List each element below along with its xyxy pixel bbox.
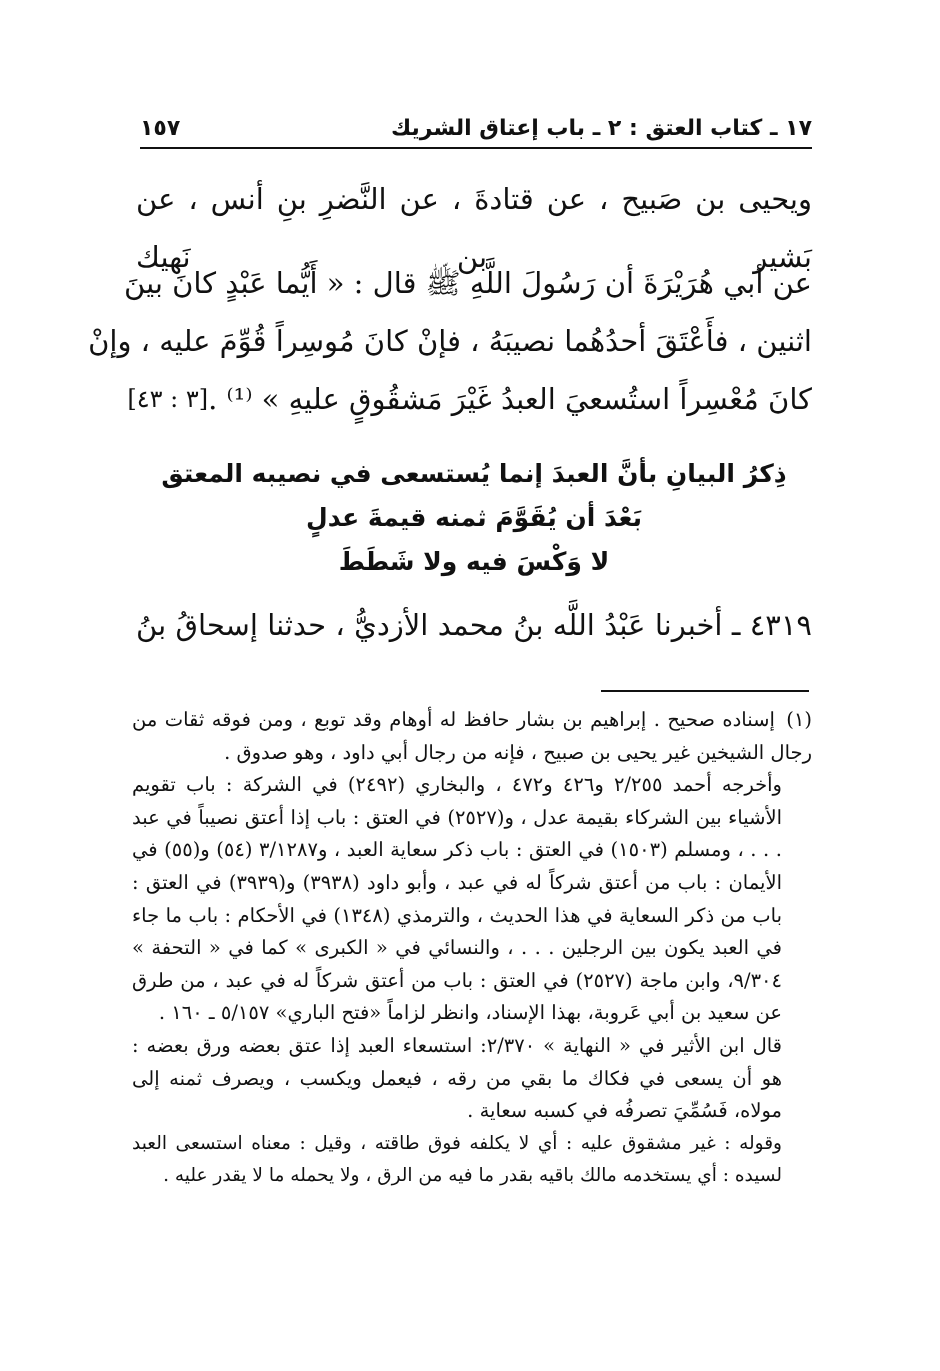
hadith-line	[127, 370, 812, 428]
heading-line: ذِكرُ البيانِ بأنَّ العبدَ إنما يُستسعى في نصيبه المعتق	[161, 459, 787, 488]
heading-line: بَعْدَ أن يُقَوَّمَ ثمنه قيمةَ عدلٍ	[306, 503, 642, 532]
footnote-text: إسناده صحيح . إبراهيم بن بشار حافظ له أوهام وقد توبع ، ومن فوقه ثقات من رجال الشيخين غير يحيى بن صبيح ، فإنه من رجال أبي داود ، وهو صدوق .	[132, 708, 812, 764]
hadith-4319-start: ٤٣١٩ ـ أخبرنا عَبْدُ اللَّه بنُ محمد الأزديُّ ، حدثنا إسحاقُ بنُ	[136, 608, 812, 642]
hadith-line: اثنين ، فأَعْتَقَ أحدُهُما نصيبَهُ ، فإنْ كانَ مُوسِراً قُوِّمَ عليه ، وإنْ	[88, 324, 812, 358]
chapter-title: ١٧ ـ كتاب العتق : ٢ ـ باب إعتاق الشريك	[391, 115, 812, 141]
running-header	[140, 108, 812, 148]
footnote-rule	[601, 690, 809, 692]
footnote-number: (١)	[786, 708, 812, 731]
footnote-paragraph: قال ابن الأثير في « النهاية » ٢/٣٧٠: استسعاء العبد إذا عتق بعضه ورق بعضه : هو أن يسعى في فكاك ما بقي من رقه ، فيعمل ويكسب ، ويصرف ثمنه إلى مولاه، فَسُمِّيَ تصرفُه في كسبه سعاية .	[132, 1033, 782, 1123]
isnad-line: ويحيى بن صَبيح ، عن قتادةَ ، عن النَّضرِ بنِ أنس ، عن بَشير بن نَهيك	[136, 182, 812, 274]
footnote-1	[132, 704, 812, 769]
hadith-reference: [٣ : ٤٣]	[127, 385, 209, 413]
footnotes	[132, 704, 812, 1193]
footnote-paragraph: وقوله : غير مشقوق عليه : أي لا يكلفه فوق طاقته ، وقيل : معناه استسعى العبد لسيده : أي يستخدمه مالك باقيه بقدر ما فيه من الرق ، ولا يحمله ما لا يقدر عليه .	[132, 1132, 782, 1187]
hadith-line: عن أبي هُرَيْرَةَ أن رَسُولَ اللَّهِ ﷺ قال : « أَيُّما عَبْدٍ كانَ بينَ	[124, 266, 812, 300]
heading-line: لا وَكْسَ فيه ولا شَطَطَ	[338, 547, 610, 576]
page-number: ١٥٧	[140, 115, 181, 141]
hadith-text	[88, 254, 812, 428]
section-heading	[136, 452, 812, 584]
hadith-line-text: كانَ مُعْسِراً استُسعيَ العبدُ غَيْرَ مَشقُوقٍ عليهِ » ⁽¹⁾ .	[208, 382, 812, 416]
header-rule	[140, 147, 812, 149]
footnote-paragraph: وأخرجه أحمد ٢/٢٥٥ و٤٢٦ و٤٧٢ ، والبخاري (٢٤٩٢) في الشركة : باب تقويم الأشياء بين الشركاء بقيمة عدل ، و(٢٥٢٧) في العتق : باب إذا أعتق نصيباً في عبد . . . ، ومسلم (١٥٠٣) في العتق : باب ذكر سعاية العبد ، و٣/١٢٨٧ (٥٤) و(٥٥) في الأيمان : باب من أعتق شركاً له في عبد ، وأبو داود (٣٩٣٨) و(٣٩٣٩) في العتق : باب من ذكر السعاية في هذا الحديث ، والترمذي (١٣٤٨) في الأحكام : باب ما جاء في العبد يكون بين الرجلين . . . ، والنسائي في « الكبرى » كما في « التحفة » ٩/٣٠٤، وابن ماجة (٢٥٢٧) في العتق : باب من أعتق شركاً له في عبد ، من طرق عن سعيد بن أبي عَروبة، بهذا الإسناد، وانظر لزاماً «فتح الباري» ٥/١٥٧ ـ ١٦٠ .	[132, 773, 783, 1025]
